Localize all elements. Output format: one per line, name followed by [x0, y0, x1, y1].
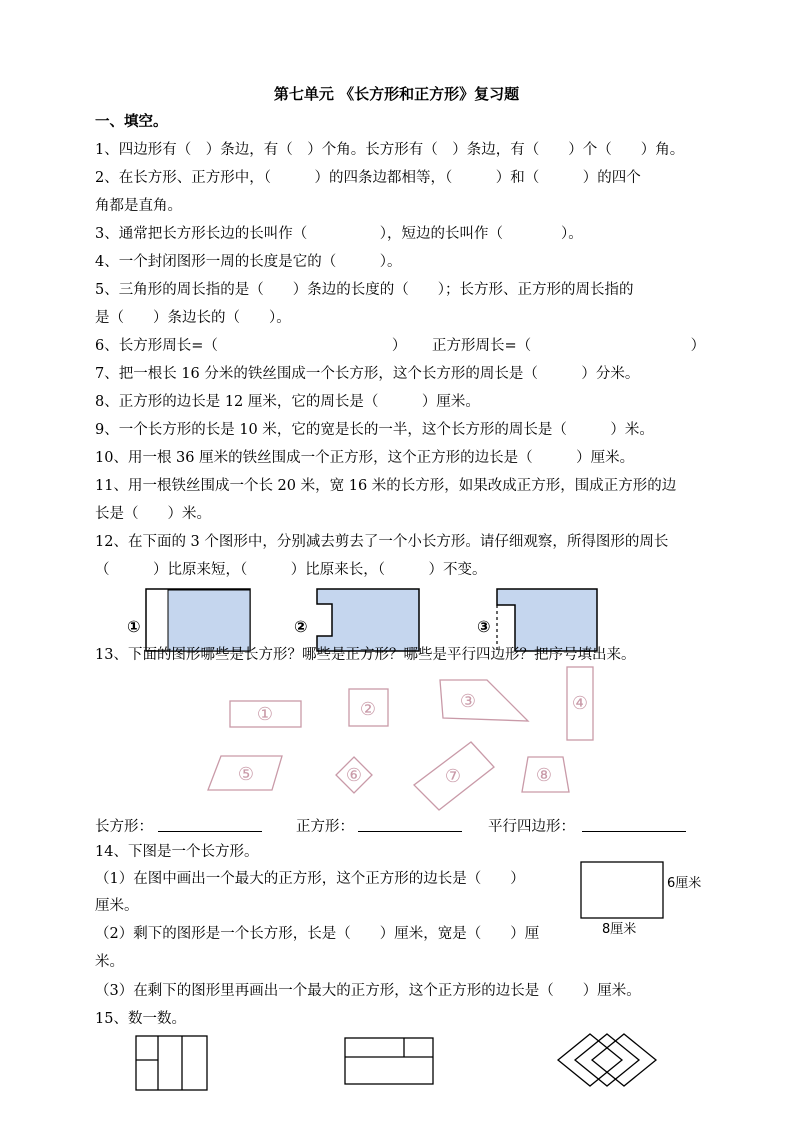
question-3: 3、通常把长方形长边的长叫作（ ），短边的长叫作（ ）。	[95, 226, 583, 242]
question-6-rect: 6、长方形周长=（ ）	[95, 338, 407, 354]
q14-rectangle-figure	[0, 860, 793, 940]
page-title: 第七单元 《长方形和正方形》复习题	[273, 85, 520, 103]
shape-label-6: ⑥	[345, 765, 363, 785]
question-12-line1: 12、在下面的 3 个图形中，分别减去剪去了一个小长方形。请仔细观察，所得图形的周长	[95, 534, 669, 550]
q12-figure-2	[294, 589, 419, 651]
q13-shapes	[0, 665, 793, 815]
question-5-line2: 是（ ）条边长的（ ）。	[95, 310, 291, 326]
q12-figure-1	[127, 589, 250, 651]
question-14-1-line2: 厘米。	[95, 898, 139, 914]
q15-figures	[0, 1030, 793, 1100]
q12-figure-3	[477, 589, 597, 651]
question-13: 13、下面的图形哪些是长方形？哪些是正方形？哪些是平行四边形？把序号填出来。	[95, 647, 636, 663]
shape-label-5: ⑤	[237, 764, 255, 784]
shape-label-3: ③	[459, 691, 477, 711]
q14-width-label: 8厘米	[602, 922, 637, 937]
shape-label-1: ①	[256, 704, 274, 724]
question-15: 15、数一数。	[95, 1011, 186, 1027]
answer-square-label: 正方形：	[296, 819, 354, 835]
answer-rect-label: 长方形：	[95, 819, 153, 835]
q15-figure-2	[345, 1038, 433, 1084]
question-14: 14、下图是一个长方形。	[95, 844, 259, 860]
question-14-1-line1: （1）在图中画出一个最大的正方形，这个正方形的边长是（ ）	[95, 871, 525, 887]
shape-label-4: ④	[571, 693, 589, 713]
shape-label-7: ⑦	[444, 766, 462, 786]
question-14-2-line2: 米。	[95, 954, 124, 970]
answer-para-blank[interactable]	[582, 831, 686, 832]
question-11-line1: 11、用一根铁丝围成一个长 20 米，宽 16 米的长方形，如果改成正方形，围成正方形的边	[95, 478, 677, 494]
question-6-square: 正方形周长=（ ）	[432, 338, 706, 354]
answer-para-label: 平行四边形：	[488, 819, 575, 835]
section-heading: 一、填空。	[95, 113, 168, 130]
answer-rect-blank[interactable]	[158, 831, 262, 832]
question-2-line2: 角都是直角。	[95, 198, 182, 214]
q14-height-label: 6厘米	[667, 876, 702, 891]
question-8: 8、正方形的边长是 12 厘米，它的周长是（ ）厘米。	[95, 394, 480, 410]
question-2-line1: 2、在长方形、正方形中，（ ）的四条边都相等，（ ）和（ ）的四个	[95, 170, 641, 186]
question-9: 9、一个长方形的长是 10 米，它的宽是长的一半，这个长方形的周长是（ ）米。	[95, 422, 654, 438]
question-12-line2: （ ）比原来短，（ ）比原来长，（ ）不变。	[95, 562, 487, 578]
question-14-3: （3）在剩下的图形里再画出一个最大的正方形，这个正方形的边长是（ ）厘米。	[95, 983, 641, 999]
question-11-line2: 长是（ ）米。	[95, 506, 211, 522]
shape-3	[440, 680, 528, 721]
shape-label-8: ⑧	[535, 765, 553, 785]
fig-number-1: ①	[127, 617, 141, 636]
fig-number-2: ②	[294, 617, 308, 636]
question-7: 7、把一根长 16 分米的铁丝围成一个长方形，这个长方形的周长是（ ）分米。	[95, 366, 640, 382]
question-10: 10、用一根 36 厘米的铁丝围成一个正方形，这个正方形的边长是（ ）厘米。	[95, 450, 635, 466]
answer-square-blank[interactable]	[358, 831, 462, 832]
question-1: 1、四边形有（ ）条边，有（ ）个角。长方形有（ ）条边，有（ ）个（ ）角。	[95, 142, 685, 158]
question-5-line1: 5、三角形的周长指的是（ ）条边的长度的（ ）；长方形、正方形的周长指的	[95, 282, 634, 298]
question-14-2-line1: （2）剩下的图形是一个长方形，长是（ ）厘米，宽是（ ）厘	[95, 926, 540, 942]
q15-figure-1	[136, 1036, 207, 1090]
question-4: 4、一个封闭图形一周的长度是它的（ ）。	[95, 254, 402, 270]
shape-label-2: ②	[359, 699, 377, 719]
fig-number-3: ③	[477, 617, 491, 636]
q15-figure-3	[558, 1034, 656, 1086]
